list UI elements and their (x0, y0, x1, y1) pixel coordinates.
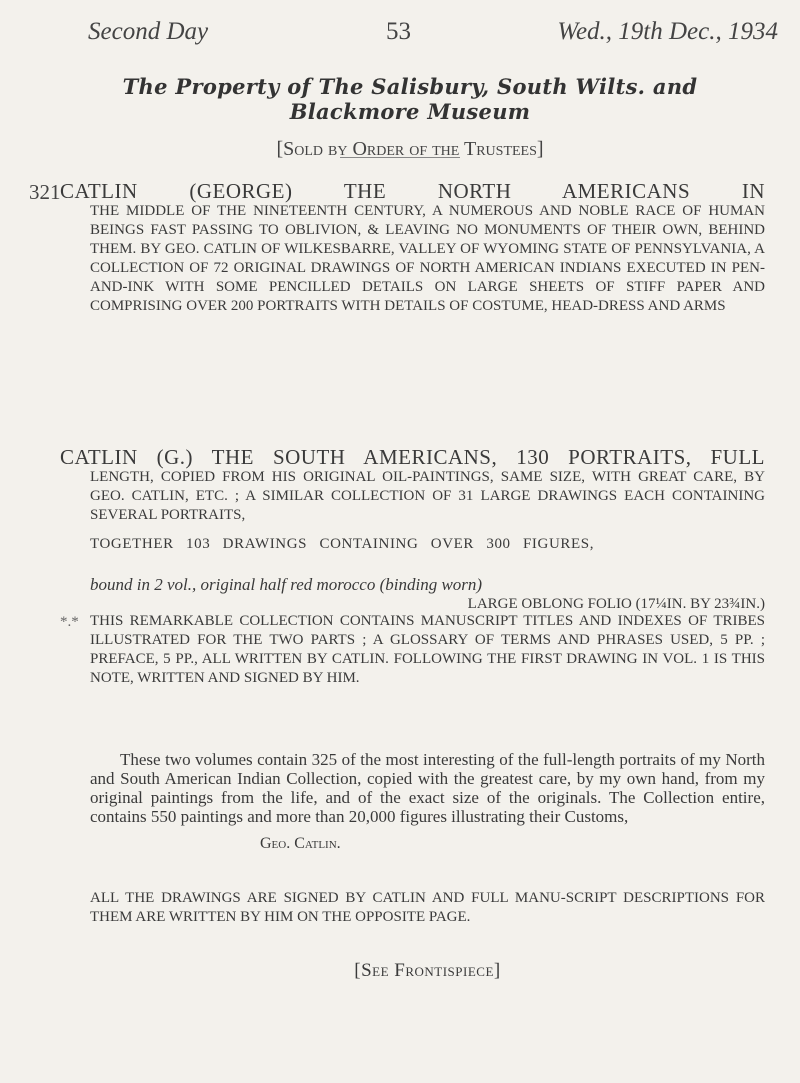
lot-description-first (60, 180, 765, 316)
lot-first-line: CATLIN (GEORGE) THE NORTH AMERICANS IN (60, 179, 765, 203)
section-heading (60, 74, 760, 161)
lot-second-body: LENGTH, COPIED FROM HIS ORIGINAL OIL-PAINTINGS, SAME SIZE, WITH GREAT CARE, BY GEO. CATLIN, ETC. ; A SIMILAR COLLECTION OF 31 LARGE DRAWINGS EACH CONTAINING SEVERAL PORTRAITS, (90, 469, 765, 523)
lot-first-body: THE MIDDLE OF THE NINETEENTH CENTURY, A NUMEROUS AND NOBLE RACE OF HUMAN BEINGS FAST PASSING TO OBLIVION, & LEAVING NO MONUMENTS OF THEIR OWN, BEHIND THEM. BY GEO. CATLIN OF WILKESBARRE, VALLEY OF WYOMING STATE OF PENNSYLVANIA, A COLLECTION OF 72 ORIGINAL DRAWINGS OF NORTH AMERICAN INDIANS EXECUTED IN PEN-AND-INK WITH SOME PENCILLED DETAILS ON LARGE SHEETS OF STIFF PAPER AND COMPRISING OVER 200 PORTRAITS WITH DETAILS OF COSTUME, HEAD-DRESS AND ARMS (90, 203, 765, 314)
header-day: Second Day (88, 18, 209, 45)
section-title: The Property of The Salisbury, South Wilts. and Blackmore Museum (122, 74, 698, 125)
binding-description (90, 575, 765, 613)
note-asterisk: *.* (60, 614, 79, 630)
header-date: Wed., 19th Dec., 1934 (557, 18, 778, 45)
lot-second-line: CATLIN (G.) THE SOUTH AMERICANS, 130 PORTRAITS, FULL (60, 445, 765, 469)
lot-description-second (60, 446, 765, 525)
running-header (88, 18, 778, 48)
lot-second-tail: TOGETHER 103 DRAWINGS CONTAINING OVER 300 FIGURES, (90, 536, 595, 552)
page-number: 53 (386, 18, 411, 45)
catlin-quote: These two volumes contain 325 of the most interesting of the full-length portraits of my North and South American Indian Collection, copied with the greatest care, by my own hand, from my original paintings from the life, and of the exact size of the originals. The Collection entire, contains 550 paintings and more than 20,000 figures illustrating their Customs, (90, 750, 765, 826)
lot-number: 321 (29, 180, 61, 204)
quote-signature: Geo. Catlin. (260, 835, 341, 852)
collection-note: THIS REMARKABLE COLLECTION CONTAINS MANUSCRIPT TITLES AND INDEXES OF TRIBES ILLUSTRATED FOR THE TWO PARTS ; A GLOSSARY OF TERMS AND PHRASES USED, 5 PP. ; PREFACE, 5 PP., ALL WRITTEN BY CATLIN. FOLLOWING THE FIRST DRAWING IN VOL. 1 IS THIS NOTE, WRITTEN AND SIGNED BY HIM. (90, 613, 765, 686)
format-text: LARGE OBLONG FOLIO (17¼IN. BY 23¾IN.) (467, 596, 765, 612)
frontispiece-reference: [See Frontispiece] (354, 960, 501, 981)
binding-text: bound in 2 vol., original half red morocco (binding worn) (90, 575, 483, 594)
drawings-note: ALL THE DRAWINGS ARE SIGNED BY CATLIN AND FULL MANU-SCRIPT DESCRIPTIONS FOR THEM ARE WRITTEN BY HIM ON THE OPPOSITE PAGE. (90, 890, 765, 925)
divider-rule (340, 157, 460, 158)
section-subtitle: [Sold by Order of the Trustees] (276, 138, 544, 161)
